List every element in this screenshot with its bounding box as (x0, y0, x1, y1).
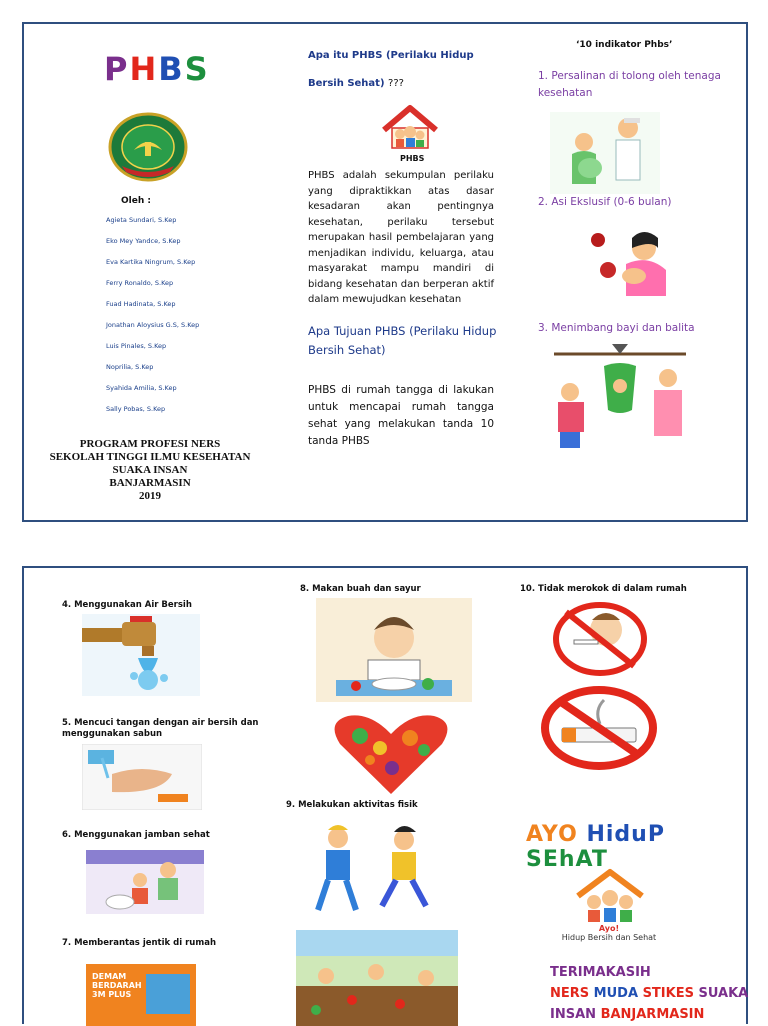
water-tap-image (82, 614, 200, 696)
indicator-10-text: 10. Tidak merokok di dalam rumah (520, 584, 687, 594)
eating-vegetables-image (316, 598, 472, 702)
no-smoking-man-icon (552, 602, 648, 676)
phbs-house-icon (380, 104, 440, 160)
fruit-heart-image (320, 708, 462, 800)
phbs-family-logo-icon (572, 868, 648, 926)
institution-block: PROGRAM PROFESI NERS SEKOLAH TINGGI ILMU KESEHATAN SUAKA INSAN BANJARMASIN 2019 (49, 438, 251, 502)
phbs-goal-text: PHBS di rumah tangga di lakukan untuk mencapai rumah tangga sehat yang melakukan tanda 10 tanda PHBS (308, 384, 494, 447)
author-name: Eko Mey Yandce, S.Kep (106, 237, 181, 245)
author-name: Luis Pinales, S.Kep (106, 342, 167, 350)
thanks-message: TERIMAKASIH NERS MUDA STIKES SUAKA INSAN BANJARMASIN (550, 965, 749, 1022)
what-is-phbs-heading: Apa itu PHBS (Perilaku Hidup Bersih Sehat) ??? (308, 50, 474, 89)
phbs-logo-title: PHBS (104, 50, 210, 88)
phbs-definition: PHBS adalah sekumpulan perilaku yang dipraktikkan atas dasar kesadaran akan pentingnya kesehatan, perilaku tersebut merupakan hasil pembelajaran yang menjadikan individu, keluarga, atau masyarakat mampu mandiri di bidang kesehatan dan berperan aktif dalam mewujudkan kesehatan (308, 170, 494, 305)
indicator-9-text: 9. Melakukan aktivitas fisik (286, 800, 418, 810)
indicator-5-text: 5. Mencuci tangan dengan air bersih dan menggunakan sabun (62, 718, 259, 739)
indicator-7-text: 7. Memberantas jentik di rumah (62, 938, 216, 948)
healthy-toilet-image (86, 850, 204, 914)
indicator-2-text: 2. Asi Ekslusif (0-6 bulan) (538, 196, 672, 208)
phbs-goal-heading: Apa Tujuan PHBS (Perilaku Hidup Bersih Sehat) (308, 324, 497, 357)
author-name: Ferry Ronaldo, S.Kep (106, 279, 174, 287)
indicator-8-text: 8. Makan buah dan sayur (300, 584, 421, 594)
exercise-kids-image (300, 822, 446, 918)
stikes-emblem-icon (108, 112, 188, 182)
author-name: Fuad Hadinata, S.Kep (106, 300, 176, 308)
author-name: Syahida Amilia, S.Kep (106, 384, 177, 392)
author-name: Jonathan Aloysius G.S, S.Kep (106, 321, 200, 329)
oleh-label: Oleh : (121, 196, 151, 206)
indicator-1-text: 1. Persalinan di tolong oleh tenaga kesehatan (538, 70, 721, 99)
no-smoking-sign-icon (540, 686, 658, 770)
weighing-baby-image (550, 340, 690, 450)
handwashing-image (82, 744, 202, 810)
author-name: Agieta Sundari, S.Kep (106, 216, 177, 224)
breastfeeding-image (582, 224, 692, 304)
indicator-4-text: 4. Menggunakan Air Bersih (62, 600, 192, 610)
dengue-poster-image: DEMAM BERDARAH 3M PLUS (86, 964, 196, 1026)
brochure-panel-back (22, 566, 748, 1024)
indicator-3-text: 3. Menimbang bayi dan balita (538, 322, 695, 334)
gardening-image (296, 930, 458, 1026)
indicators-title: ‘10 indikator Phbs’ (576, 40, 673, 50)
indicator-6-text: 6. Menggunakan jamban sehat (62, 830, 210, 840)
phbs-house-label: PHBS (400, 154, 425, 163)
author-name: Noprilia, S.Kep (106, 363, 154, 371)
ayo-hidup-sehat-slogan: AYO HiduP SEhAT (526, 822, 665, 872)
childbirth-nurse-image (550, 112, 660, 194)
phbs-logo-caption: Ayo! Hidup Bersih dan Sehat (561, 924, 657, 942)
brochure-panel-front (22, 22, 748, 522)
author-name: Eva Kartika Ningrum, S.Kep (106, 258, 196, 266)
author-name: Sally Pobas, S.Kep (106, 405, 166, 413)
